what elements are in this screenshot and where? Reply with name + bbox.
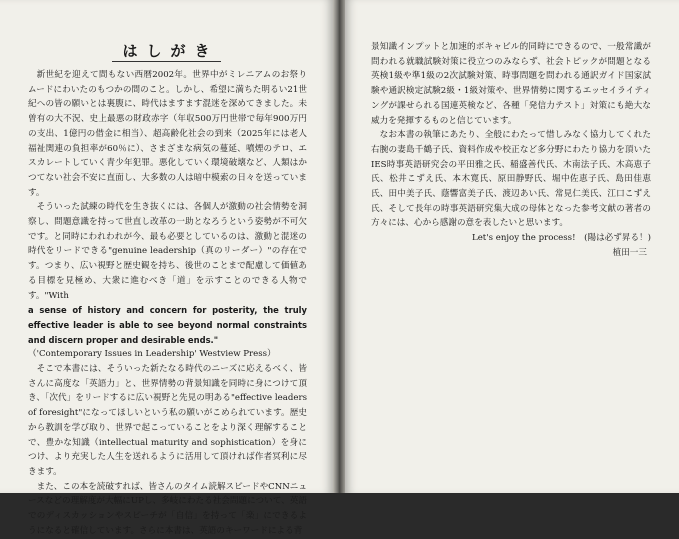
page-heading: はしがき: [0, 40, 333, 61]
book-gutter: [333, 0, 345, 493]
paragraph: そこで本書には、そういった新たなる時代のニーズに応えるべく、皆さんに高度な「英語力」と、世界情勢の背景知識を同時に身につけて頂き、「次代」をリードするに広い視野と先見の明ある"effective leaders of foresight"になってほしいという私の願いがこめられています。歴史から教訓を学び取り、世界で起こっていることをより深く理解することで、豊かな知識（intellectual maturity and sophistication）を身につけ、より充実した人生を送れるように活用して頂ければ作者冥利に尽きます。: [28, 364, 307, 477]
left-body-text: [28, 68, 307, 539]
closing-line: Let's enjoy the process! (陽は必ず昇る！): [471, 233, 651, 244]
quote-source: （'Contemporary Issues in Leadership' Westview Press）: [28, 349, 276, 360]
paragraph: なお本書の執筆にあたり、全般にわたって惜しみなく協力してくれた右腕の妻島千鶴子氏、資料作成や校正など多分野にわたり協力を頂いたIES時事英語研究会の平田雅之氏、稲盛善代氏、木南法子氏、木高恵子氏、松井こずえ氏、本木寛氏、原田静野氏、堀中佐恵子氏、島田佳恵氏、田中美子氏、蔭響富美子氏、渡辺あい氏、常見仁美氏、江口こずえ氏、そして長年の時事英語研究集大成の母体となった参考文献の著者の方々には、心から感謝の意を表したいと思います。: [371, 130, 651, 229]
paragraph: また、この本を読破すれば、皆さんのタイム読解スピードやCNNニュースなどの理解度が大幅にUPし、多岐にわたる社会問題について、英語でのディスカッションやスピーチが「自信」を持って「楽」にできるようになると確信しています。さらに本書は、英語のキーワードによる背: [28, 481, 307, 536]
author-name: 植田一三: [612, 247, 647, 258]
left-page: [0, 0, 333, 536]
paragraph: 新世紀を迎えて間もない西暦2002年。世界中がミレニアムのお祭りムードにわいたのもつかの間のこと。しかし、希望に満ちた明るい21世紀への皆の願いとは裏腹に、時代はますます混迷を深めてきました。未曽有の大不況、史上最悪の財政赤字（年収500万円世帯で毎年900万円の支出、1億円の借金に相当）、超高齢化社会の到来（2025年には老人福祉関連の負担率が60％に）、さまざまな病気の蔓延、噴煙のテロ、エスカレートしていく青少年犯罪。悪化していく環境破壊など、人類はかつてない社会不安に直面し、大多数の人は暗中模索の日々を送っています。: [28, 70, 307, 198]
right-page: [345, 0, 679, 493]
english-quote: a sense of history and concern for posterity, the truly effective leader is able to see beyond normal constraints and discern proper and desirable ends.": [28, 305, 307, 345]
paragraph: 景知識インプットと加速的ボキャビル的同時にできるので、一般常識が問われる就職試験対策に役立つのみならず、社会トピックが問題となる英検1級や準1級の2次試験対策、時事問題を問われる通訳ガイド国家試験や通訳検定試験2級・1級対策や、世界情勢に関するエッセイライティングが課せられる国連英検など、各種「発信力テスト」対策にも絶大な威力を発揮するものと信じています。: [371, 42, 651, 126]
paragraph: そういった試練の時代を生き抜くには、各個人が激動の社会情勢を洞察し、問題意識を持って世直し改革の一助となろうという姿勢が不可欠です。と同時にわれわれが今、最も必要としているのは、激動と混迷の時代をリードできる"genuine leadership（真のリーダー）"の存在です。つまり、広い視野と歴史観を持ち、後世のことまで配慮して価値ある目標を見極め、大衆に進むべき「道」を示すことのできる人物です。"With: [28, 202, 307, 301]
right-body-text: [371, 40, 651, 261]
